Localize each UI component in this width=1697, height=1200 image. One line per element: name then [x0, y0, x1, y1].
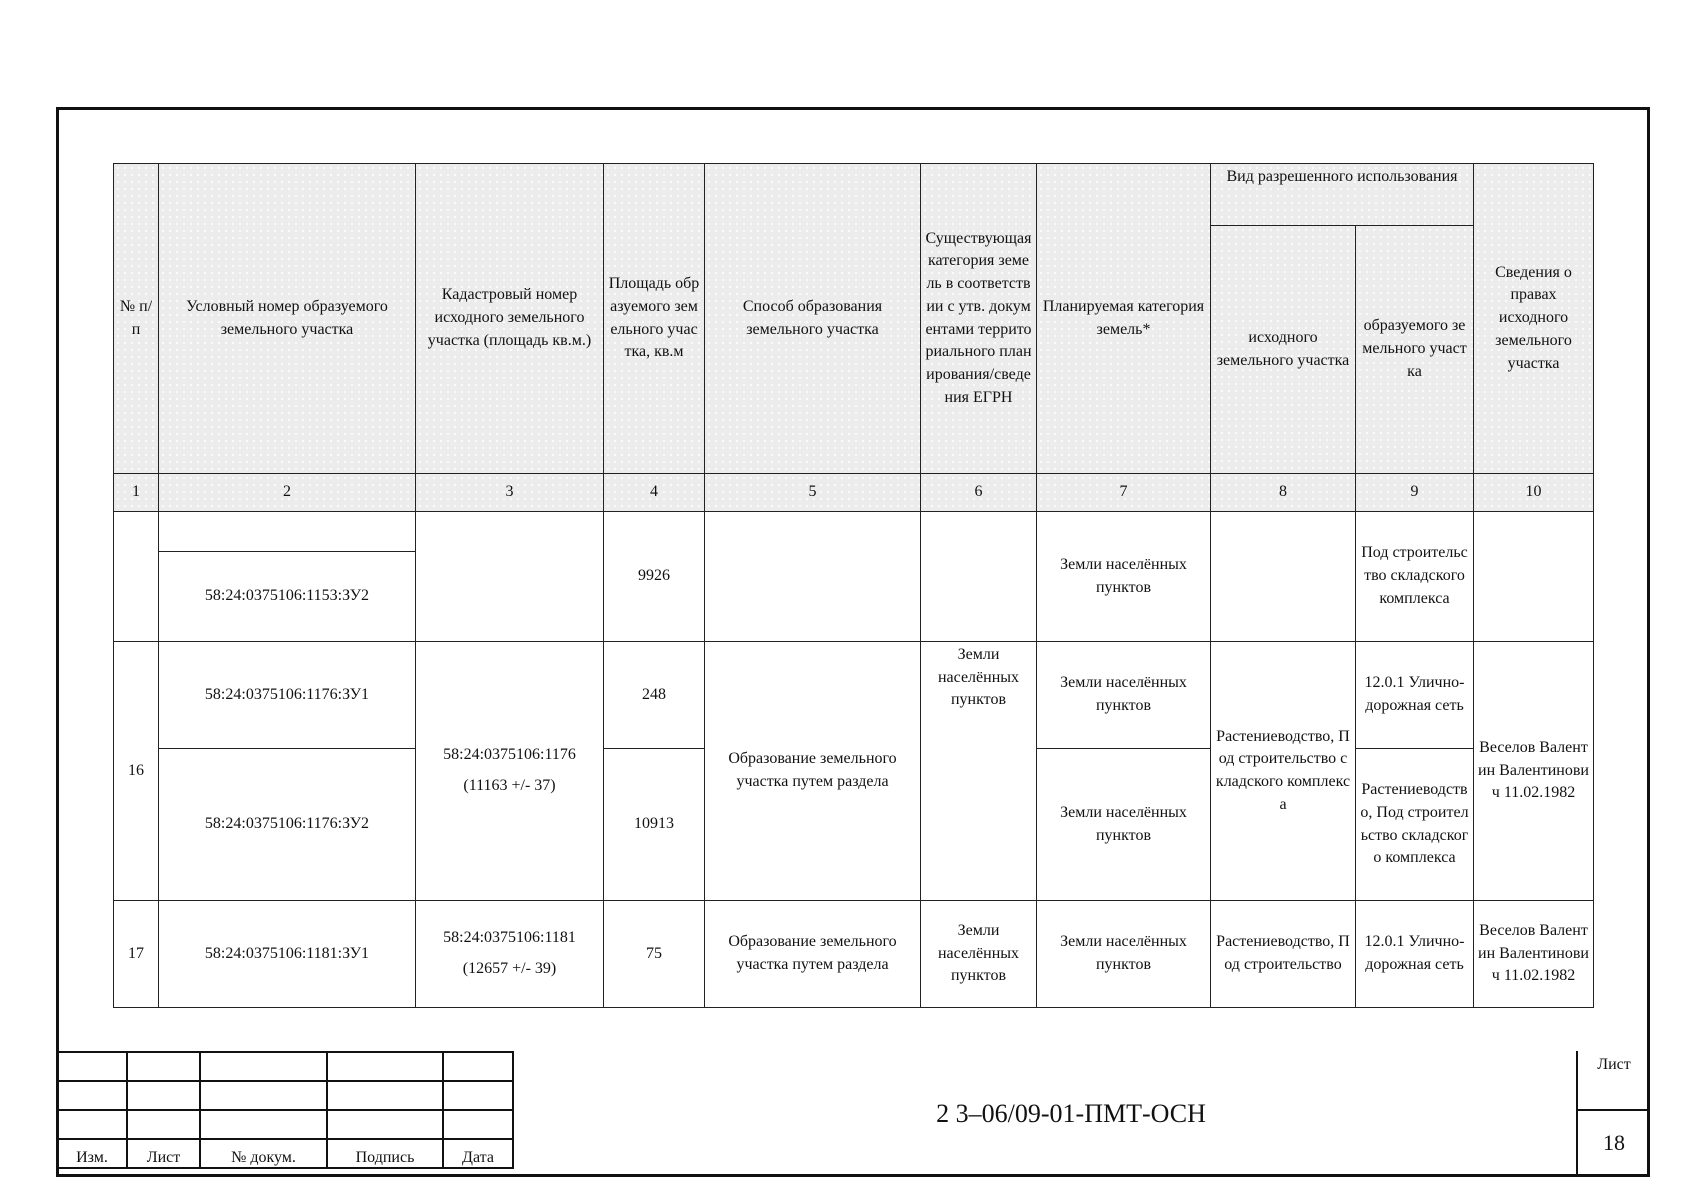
stamp-date-label: Дата [443, 1139, 513, 1168]
header-conditional-number: Условный номер образуемого земельного участка [159, 164, 416, 474]
cell-conditional-number: 58:24:0375106:1153:ЗУ2 [159, 552, 416, 642]
cadastral-number: 58:24:0375106:1181 [443, 929, 576, 947]
cell-empty [1211, 512, 1356, 642]
cell-use-new: 12.0.1 Улично-дорожная сеть [1356, 642, 1474, 749]
sheet-number: 18 [1603, 1130, 1625, 1155]
cell-conditional-number: 58:24:0375106:1181:ЗУ1 [159, 901, 416, 1008]
col-number-cell: 2 [159, 474, 416, 512]
col-number-cell: 9 [1356, 474, 1474, 512]
cell-empty [705, 512, 921, 642]
table-row [114, 512, 1594, 552]
stamp-list-label: Лист [127, 1139, 200, 1168]
sheet-label: Лист [1578, 1051, 1650, 1111]
cadastral-area: (11163 +/- 37) [463, 777, 556, 794]
col-number-cell: 10 [1474, 474, 1594, 512]
col-number-cell: 5 [705, 474, 921, 512]
header-permitted-use: Вид разрешенного использования [1211, 164, 1474, 226]
cell-area: 75 [604, 901, 705, 1008]
header-rights: Сведения о правах исходного земельного участка [1474, 164, 1594, 474]
cell-use-new: 12.0.1 Улично-дорожная сеть [1356, 901, 1474, 1008]
cell-empty [114, 512, 159, 642]
cell-area: 9926 [604, 512, 705, 642]
cell-empty [1474, 512, 1594, 642]
header-number: № п/п [114, 164, 159, 474]
cadastral-number: 58:24:0375106:1176 [443, 746, 576, 764]
cell-formation-method: Образование земельного участка путем раздела [705, 901, 921, 1008]
stamp-doc-label: № докум. [200, 1139, 327, 1168]
cell-conditional-number: 58:24:0375106:1176:ЗУ2 [159, 749, 416, 901]
cell-area: 248 [604, 642, 705, 749]
header-formation-method: Способ образования земельного участка [705, 164, 921, 474]
cell-formation-method: Образование земельного участка путем раздела [705, 642, 921, 901]
cell-existing-category: Земли населённых пунктов [921, 901, 1037, 1008]
sheet-box [1576, 1051, 1650, 1177]
cell-row-number: 17 [114, 901, 159, 1008]
title-block [56, 1051, 1650, 1177]
table-row [114, 901, 1594, 1008]
col-number-cell: 8 [1211, 474, 1356, 512]
cell-planned-category: Земли населённых пунктов [1037, 749, 1211, 901]
cell-cadastral [416, 642, 604, 901]
cell-area: 10913 [604, 749, 705, 901]
cell-rights: Веселов Валентин Валентинович 11.02.1982 [1474, 901, 1594, 1008]
document-code: 2 3–06/09-01-ПМТ-ОСН [936, 1099, 1206, 1128]
cell-conditional-number: 58:24:0375106:1176:ЗУ1 [159, 642, 416, 749]
header-area: Площадь образуемого земельного участка, кв.м [604, 164, 705, 474]
cell-existing-category: Земли населённых пунктов [921, 642, 1037, 901]
stamp-izm-label: Изм. [57, 1139, 127, 1168]
cell-planned-category: Земли населённых пунктов [1037, 901, 1211, 1008]
col-number-cell: 7 [1037, 474, 1211, 512]
col-number-cell: 1 [114, 474, 159, 512]
header-use-source: исходного земельного участка [1211, 226, 1356, 474]
cell-empty [921, 512, 1037, 642]
table-row [114, 642, 1594, 749]
cell-rights: Веселов Валентин Валентинович 11.02.1982 [1474, 642, 1594, 901]
col-number-cell: 6 [921, 474, 1037, 512]
header-cadastral-number: Кадастровый номер исходного земельного участка (площадь кв.м.) [416, 164, 604, 474]
cell-planned-category: Земли населённых пунктов [1037, 642, 1211, 749]
col-number-cell: 3 [416, 474, 604, 512]
header-use-new: образуемого земельного участка [1356, 226, 1474, 474]
header-existing-category: Существующая категория земель в соответствии с утв. документами территориального планирования/сведения ЕГРН [921, 164, 1037, 474]
cell-cadastral [416, 901, 604, 1008]
col-number-cell: 4 [604, 474, 705, 512]
cell-use-source: Растениеводство, Под строительство [1211, 901, 1356, 1008]
header-planned-category: Планируемая категория земель* [1037, 164, 1211, 474]
cell-use-source: Растениеводство, Под строительство складского комплекса [1211, 642, 1356, 901]
title-block-grid [56, 1051, 514, 1169]
stamp-sign-label: Подпись [327, 1139, 443, 1168]
cell-row-number: 16 [114, 642, 159, 901]
cell-empty [416, 512, 604, 642]
cell-use-new: Растениеводство, Под строительство складского комплекса [1356, 749, 1474, 901]
cadastral-area: (12657 +/- 39) [462, 960, 557, 977]
cell-empty [159, 512, 416, 552]
cell-use-new: Под строительство складского комплекса [1356, 512, 1474, 642]
cell-planned-category: Земли населённых пунктов [1037, 512, 1211, 642]
land-plots-table [113, 163, 1594, 1008]
